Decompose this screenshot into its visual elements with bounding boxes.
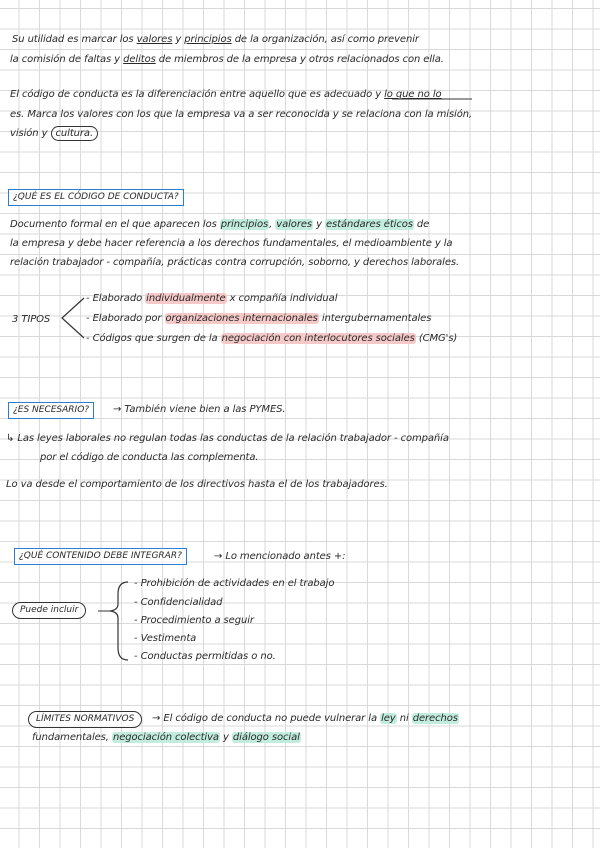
text: ni	[396, 713, 412, 724]
hl-organizaciones-internacionales: organizaciones internacionales	[165, 313, 318, 324]
intro-line-2	[10, 53, 444, 66]
text: y	[313, 219, 325, 230]
text: la comisión de faltas y	[10, 54, 124, 65]
principios-underlined: principios	[184, 34, 232, 45]
hl-negociacion-interlocutores: negociación con interlocutores sociales	[221, 333, 415, 344]
puede-incluir-oval: Puede incluir	[12, 602, 86, 619]
q2-arrow-text: → También viene bien a las PYMES.	[113, 404, 286, 415]
q2-line-3: Lo va desde el comportamiento de los directivos hasta el de los trabajadores.	[6, 479, 388, 490]
text: de la organización, así como prevenir	[231, 34, 419, 45]
q1-line-1	[10, 218, 429, 231]
text: Documento formal en el que aparecen los	[10, 219, 220, 230]
tipo-3	[86, 332, 457, 345]
delitos-underlined: delitos	[123, 54, 156, 65]
lo-que-no-underlined: lo que no lo	[384, 89, 442, 100]
limites-line-2	[32, 731, 301, 744]
q3-arrow-text: → Lo mencionado antes +:	[214, 551, 346, 562]
q2-line-2: por el código de conducta las complementa.	[40, 452, 259, 463]
hl-individualmente: individualmente	[146, 293, 226, 304]
intro-line-4: es. Marca los valores con los que la empresa va a ser reconocida y se relaciona con la misión,	[10, 109, 473, 120]
text: (CMG's)	[415, 333, 458, 344]
tipo-1	[86, 292, 337, 305]
q1-line-2: la empresa y debe hacer referencia a los derechos fundamentales, el medioambiente y la	[10, 238, 453, 249]
limites-line-1	[152, 712, 459, 725]
hl-principios: principios	[220, 219, 269, 230]
tipo-2	[86, 312, 431, 325]
text: x compañía individual	[226, 293, 338, 304]
text: de miembros de la empresa y otros relacionados con ella.	[155, 54, 444, 65]
text: ,	[269, 219, 276, 230]
intro-line-5	[10, 126, 98, 141]
text: intergubernamentales	[318, 313, 432, 324]
text: de	[413, 219, 430, 230]
hl-valores: valores	[276, 219, 312, 230]
text: → El código de conducta no puede vulnerar la	[152, 713, 381, 724]
heading-que-es-codigo: ¿QUÉ ES EL CÓDIGO DE CONDUCTA?	[8, 189, 184, 206]
text: fundamentales,	[32, 732, 112, 743]
hl-dialogo-social: diálogo social	[232, 732, 300, 743]
q2-line-1: ↳ Las leyes laborales no regulan todas las conductas de la relación trabajador - compañía	[6, 433, 449, 444]
heading-es-necesario: ¿ES NECESARIO?	[8, 402, 94, 419]
hl-derechos: derechos	[412, 713, 458, 724]
text: visión y	[10, 128, 51, 139]
text: y	[172, 34, 185, 45]
text: - Elaborado por	[86, 313, 165, 324]
cultura-circled: cultura.	[51, 126, 99, 141]
valores-underlined: valores	[136, 34, 173, 45]
heading-que-contenido: ¿QUÉ CONTENIDO DEBE INTEGRAR?	[14, 548, 187, 565]
intro-line-3	[10, 88, 442, 101]
text: y	[219, 732, 232, 743]
text: y	[372, 89, 385, 100]
q3-item-1: - Prohibición de actividades en el trabajo	[134, 578, 335, 589]
q3-item-4: - Vestimenta	[134, 633, 197, 644]
text: El código de conducta es la diferenciación entre aquello que	[10, 89, 310, 100]
hl-negociacion-colectiva: negociación colectiva	[112, 732, 219, 743]
hl-ley: ley	[381, 713, 396, 724]
es-adecuado: es adecuado	[309, 89, 373, 100]
limites-normativos-oval: LÍMITES NORMATIVOS	[28, 711, 142, 728]
q3-item-5: - Conductas permitidas o no.	[134, 651, 276, 662]
hl-estandares-eticos: estándares éticos	[325, 219, 413, 230]
text: Su utilidad es marcar los	[12, 34, 137, 45]
q1-line-3: relación trabajador - compañía, prácticas contra corrupción, soborno, y derechos laborales.	[10, 257, 460, 268]
text: - Elaborado	[86, 293, 146, 304]
intro-line-1	[12, 33, 419, 46]
q3-item-3: - Procedimiento a seguir	[134, 615, 254, 626]
text: - Códigos que surgen de la	[86, 333, 221, 344]
tipos-label: 3 TIPOS	[12, 314, 51, 325]
q3-item-2: - Confidencialidad	[134, 597, 223, 608]
